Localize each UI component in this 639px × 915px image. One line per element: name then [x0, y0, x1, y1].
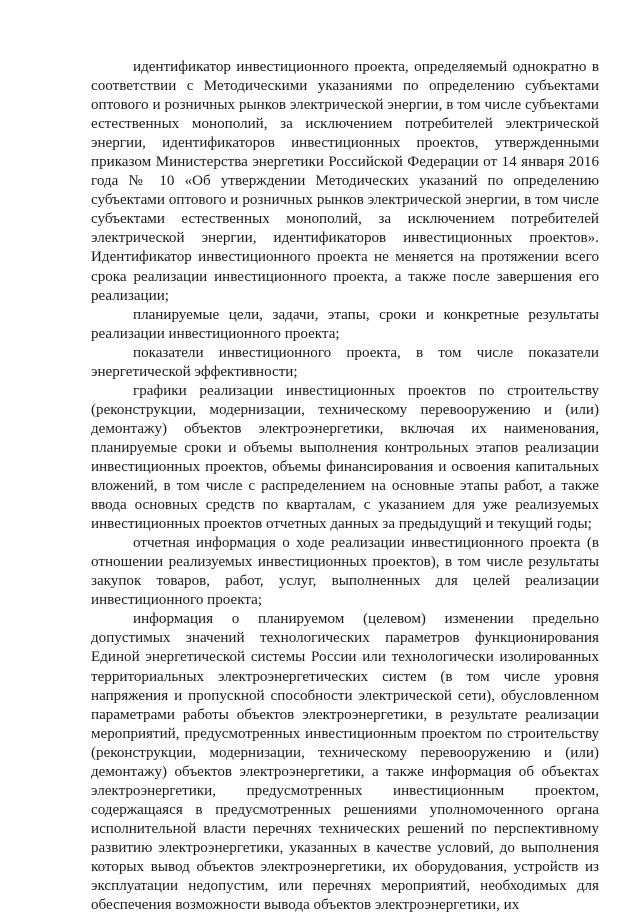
paragraph-technological-parameters: информация о планируемом (целевом) изменении предельно допустимых значений технологических параметров функционирования Единой энергетической системы России или технологически изолированных территориальных электроэнергетических систем (в том числе уровня напряжения и пропускной способности электрической сети), обусловленном параметрами работы объектов электроэнергетики, в результате реализации мероприятий, предусмотренных инвестиционным проектом по строительству (реконструкции, модернизации, техническому перевооружению и (или) демонтажу) объектов электроэнергетики, а также информация об объектах электроэнергетики, предусмотренных инвестиционным проектом, содержащаяся в предусмотренных решениями уполномоченного органа исполнительной власти перечнях технических решений по перспективному развитию электроэнергетики, указанных в качестве условий, до выполнения которых вывод объектов электроэнергетики, их оборудования, устройств из эксплуатации недопустим, или перечнях мероприятий, необходимых для обеспечения возможности вывода объектов электроэнергетики, их	[91, 611, 599, 914]
paragraph-progress-report: отчетная информация о ходе реализации инвестиционного проекта (в отношении реализуемых инвестиционных проектов), в том числе результаты закупок товаров, работ, услуг, выполненных для целей реализации инвестиционного проекта;	[91, 535, 599, 609]
document-body	[91, 58, 599, 915]
paragraph-energy-efficiency: показатели инвестиционного проекта, в том числе показатели энергетической эффективности;	[91, 344, 599, 380]
paragraph-project-identifier: идентификатор инвестиционного проекта, определяемый однократно в соответствии с Методическими указаниями по определению субъектами оптового и розничных рынков электрической энергии, в том числе субъектами естественных монополий, за исключением потребителей электрической энергии, идентификаторов инвестиционных проектов, утвержденными приказом Министерства энергетики Российской Федерации от 14 января 2016 года № 10 «Об утверждении Методических указаний по определению субъектами оптового и розничных рынков электрической энергии, в том числе субъектами естественных монополий, за исключением потребителей электрической энергии, идентификаторов инвестиционных проектов». Идентификатор инвестиционного проекта не меняется на протяжении всего срока реализации инвестиционного проекта, а также после завершения его реализации;	[91, 59, 599, 304]
paragraph-implementation-schedules: графики реализации инвестиционных проектов по строительству (реконструкции, модернизации, техническому перевооружению и (или) демонтажу) объектов электроэнергетики, включая их наименования, планируемые сроки и объемы выполнения контрольных этапов реализации инвестиционных проектов, объемы финансирования и освоения капитальных вложений, в том числе с распределением на основные этапы работ, а также ввода основных средств по кварталам, с указанием для уже реализуемых инвестиционных проектов отчетных данных за предыдущий и текущий годы;	[91, 382, 599, 533]
paragraph-goals-and-results: планируемые цели, задачи, этапы, сроки и конкретные результаты реализации инвестиционного проекта;	[91, 306, 599, 342]
